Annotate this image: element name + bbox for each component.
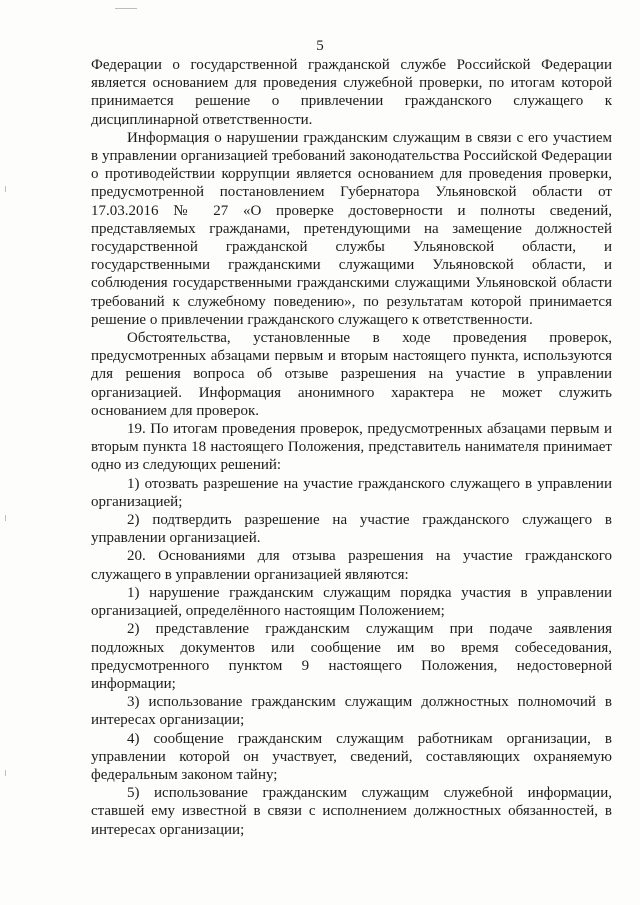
paragraph-item-20-5: 5) использование гражданским служащим служебной информации, ставшей ему известной в связи с исполнением должностных обязанностей, в интересах организации; <box>91 785 612 838</box>
paragraph-item-20-1: 1) нарушение гражданским служащим порядка участия в управлении организацией, определённого настоящим Положением; <box>91 584 612 620</box>
paragraph-continuation: Федерации о государственной гражданской службе Российской Федерации является основанием для проведения служебной проверки, по итогам которой принимается решение о привлечении гражданского служащего к дисциплинарной ответственности. <box>91 57 612 128</box>
document-body <box>91 56 612 839</box>
scan-mark <box>5 770 6 776</box>
page-number: 5 <box>316 38 324 54</box>
scan-mark <box>5 515 6 521</box>
scan-mark <box>115 8 137 9</box>
paragraph-item-19-1: 1) отозвать разрешение на участие гражданского служащего в управлении организацией; <box>91 475 612 510</box>
paragraph-item-19-2: 2) подтвердить разрешение на участие гражданского служащего в управлении организацией. <box>91 512 612 547</box>
paragraph-item-20-2: 2) представление гражданским служащим при подаче заявления подложных документов или сообщение им во время собеседования, предусмотренного пунктом 9 настоящего Положения, недостоверной информации; <box>91 621 612 692</box>
paragraph-item-19: 19. По итогам проведения проверок, предусмотренных абзацами первым и вторым пункта 18 настоящего Положения, представитель нанимателя принимает одно из следующих решений: <box>91 421 612 474</box>
paragraph-item-20-3: 3) использование гражданским служащим должностных полномочий в интересах организации; <box>91 694 612 729</box>
scan-mark <box>5 186 6 192</box>
paragraph-item-20: 20. Основаниями для отзыва разрешения на участие гражданского служащего в управлении организацией являются: <box>91 548 612 583</box>
paragraph-item-20-4: 4) сообщение гражданским служащим работникам организации, в управлении которой он участвует, сведений, составляющих охраняемую федеральным законом тайну; <box>91 730 612 783</box>
paragraph-circumstances: Обстоятельства, установленные в ходе проведения проверок, предусмотренных абзацами первым и вторым настоящего пункта, используются для решения вопроса об отзыве разрешения на участие в управлении организацией. Информация анонимного характера не может служить основанием для проверок. <box>91 330 612 419</box>
paragraph-violation-info: Информация о нарушении гражданским служащим в связи с его участием в управлении организацией требований законодательства Российской Федерации о противодействии коррупции является основанием для проведения проверки, предусмотренной постановлением Губернатора Ульяновской области от 17.03.2016 № 27 «О проверке достоверности и полноты сведений, представляемых гражданами, претендующими на замещение должностей государственной гражданской службы Ульяновской области, и государственными гражданскими служащими Ульяновской области, и соблюдения государственными гражданскими служащими Ульяновской области требований к служебному поведению», по результатам которой принимается решение о привлечении гражданского служащего к ответственности. <box>91 129 612 328</box>
